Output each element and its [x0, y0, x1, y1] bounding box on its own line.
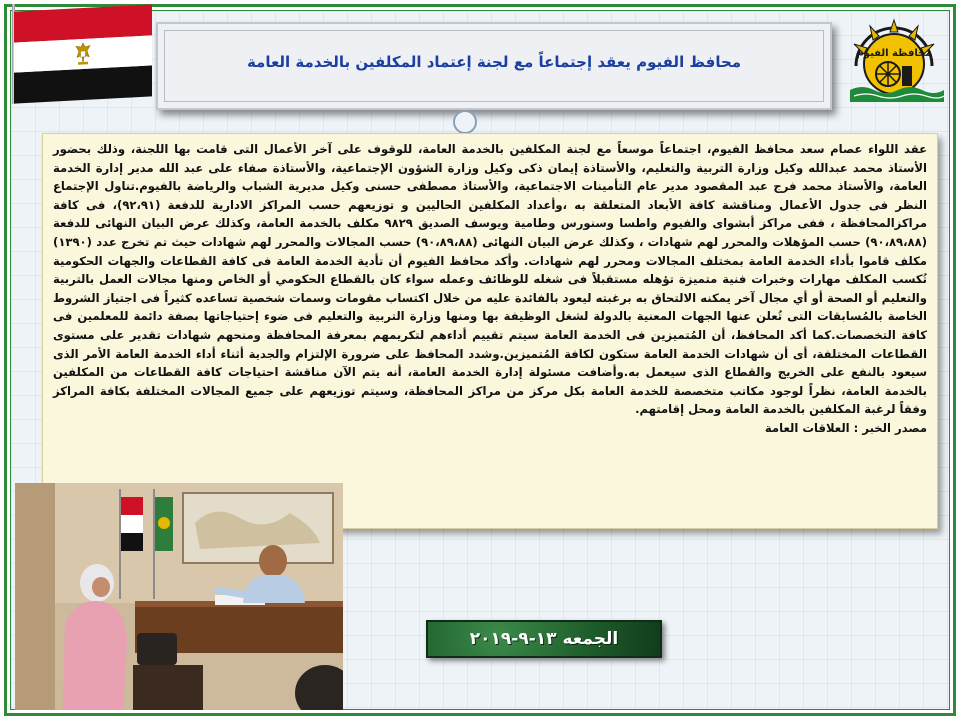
article-text: عقد اللواء عصام سعد محافظ الفيوم، اجتماعاً موسعاً مع لجنة المكلفين بالخدمة العامة، للوقوف على آخر الأعمال التى قامت بها اللجنة، وذلك بحضور الأستاذ محمد عبدالله وكيل وزارة التربية والتعليم، والأستاذة إيمان ذكى وكيل وزارة الشؤون الإجتماعية، والأستاذة صفاء على عبد الله مدير إدارة الخدمة العامة، والأستاذ محمد فرج عبد المقصود مدير عام التأمينات الاجتماعية، والأستاذ مصطفى حسنى وكيل مديرية الشباب والرياضة بالفيوم.تناول الإجتماع النظر فى جدول الأعمال ومناقشة كافة الأبعاد المتعلقة به ،وأعداد المكلفين الحاليين و توزيعهم حسب المراكز الادارية للدفعة (٩٢،٩١)، فى كافة مراكزالمحافظة ، ففى مراكز أبشواى والفيوم واطسا وسنورس وطامية ويوسف الصديق ٩٨٢٩ مكلف بالخدمة العامة، وكذلك عرض البيان النهائى للدفعة (٩٠،٨٩،٨٨) حسب المؤهلات والمحرر لهم شهادات ، وكذلك عرض البيان النهائى (٩٠،٨٩،٨٨) حسب المجالات والمحرر لهم شهادات حيث تم تخرج عدد (١٣٩٠) مكلف قاموا بأداء الخدمة العامة بمختلف المجالات ومحرر لهم شهادات. وأكد محافظ الفيوم أن تأدية الخدمة العامة فى كافة القطاعات والجهات الحكومية تُكسب المكلف مهارات وخبرات فنية متميزة تؤهله مستقبلاً فى شغله للوظائف وعمله سواء كان بالقطاع الحكومي أو الخاص ومنها مجالات العمل بالتربية والتعليم أو الصحة أو أي مجال آخر يمكنه الالتحاق به برغبته ليعود بالفائدة عليه من خلال اكتساب مقومات وسمات شخصية تساعده كثيراً فى اجتياز الشروط الخاصة بالمُسابقات التى تُعلن عنها الجهات المعنية بالدولة لشغل الوظيفة بها ومنها وزارة التربية والتعليم فى ضوء إحتياجاتها بصفة دائمة للمعلمين فى كافة التخصصات.كما أكد المحافظ، أن المُتميزين فى الخدمة العامة سيتم تقييم أداءهم لتكريمهم بمعرفة المحافظة ومنحهم شهادات تقدير على مستوى القطاعات المختلفة، أى أن شهادات الخدمة العامة ستكون لكافة المُتميزين.وشدد المحافظ على ضرورة الإلتزام والجدية أثناء أداء الخدمة العامة الأمر الذى سيعود بالنفع على الخريج والقطاع الذى سيعمل به.وأضافت مسئولة إدارة الخدمة العامة، أنه يتم الآن مناقشة احتياجات كافة القطاعات من المكلفين بالخدمة العامة، نظراً لوجود مكاتب متخصصة للخدمة العامة بكل مركز من مراكز المحافظة، وسيتم توزيعهم على جميع المجالات المختلفة بكافة المراكز وفقاً لرغبة المكلفين بالخدمة العامة ومحل إقامتهم.: [53, 142, 928, 417]
eagle-icon: [72, 41, 94, 66]
connector-ring: [453, 110, 477, 134]
date-badge: [426, 620, 662, 658]
publish-date: الجمعه ١٣-٩-٢٠١٩: [469, 629, 619, 649]
title-banner: [156, 22, 832, 110]
meeting-photo: [15, 483, 343, 710]
fayoum-governorate-logo: [840, 6, 948, 106]
svg-text:محافظة الفيوم: محافظة الفيوم: [856, 48, 932, 59]
article-body: [42, 133, 938, 529]
page-title: محافظ الفيوم يعقد إجتماعاً مع لجنة إعتماد المكلفين بالخدمة العامة: [246, 53, 742, 71]
egypt-flag-icon: [14, 4, 152, 103]
news-source: مصدر الخبر : العلاقات العامة: [764, 420, 927, 435]
